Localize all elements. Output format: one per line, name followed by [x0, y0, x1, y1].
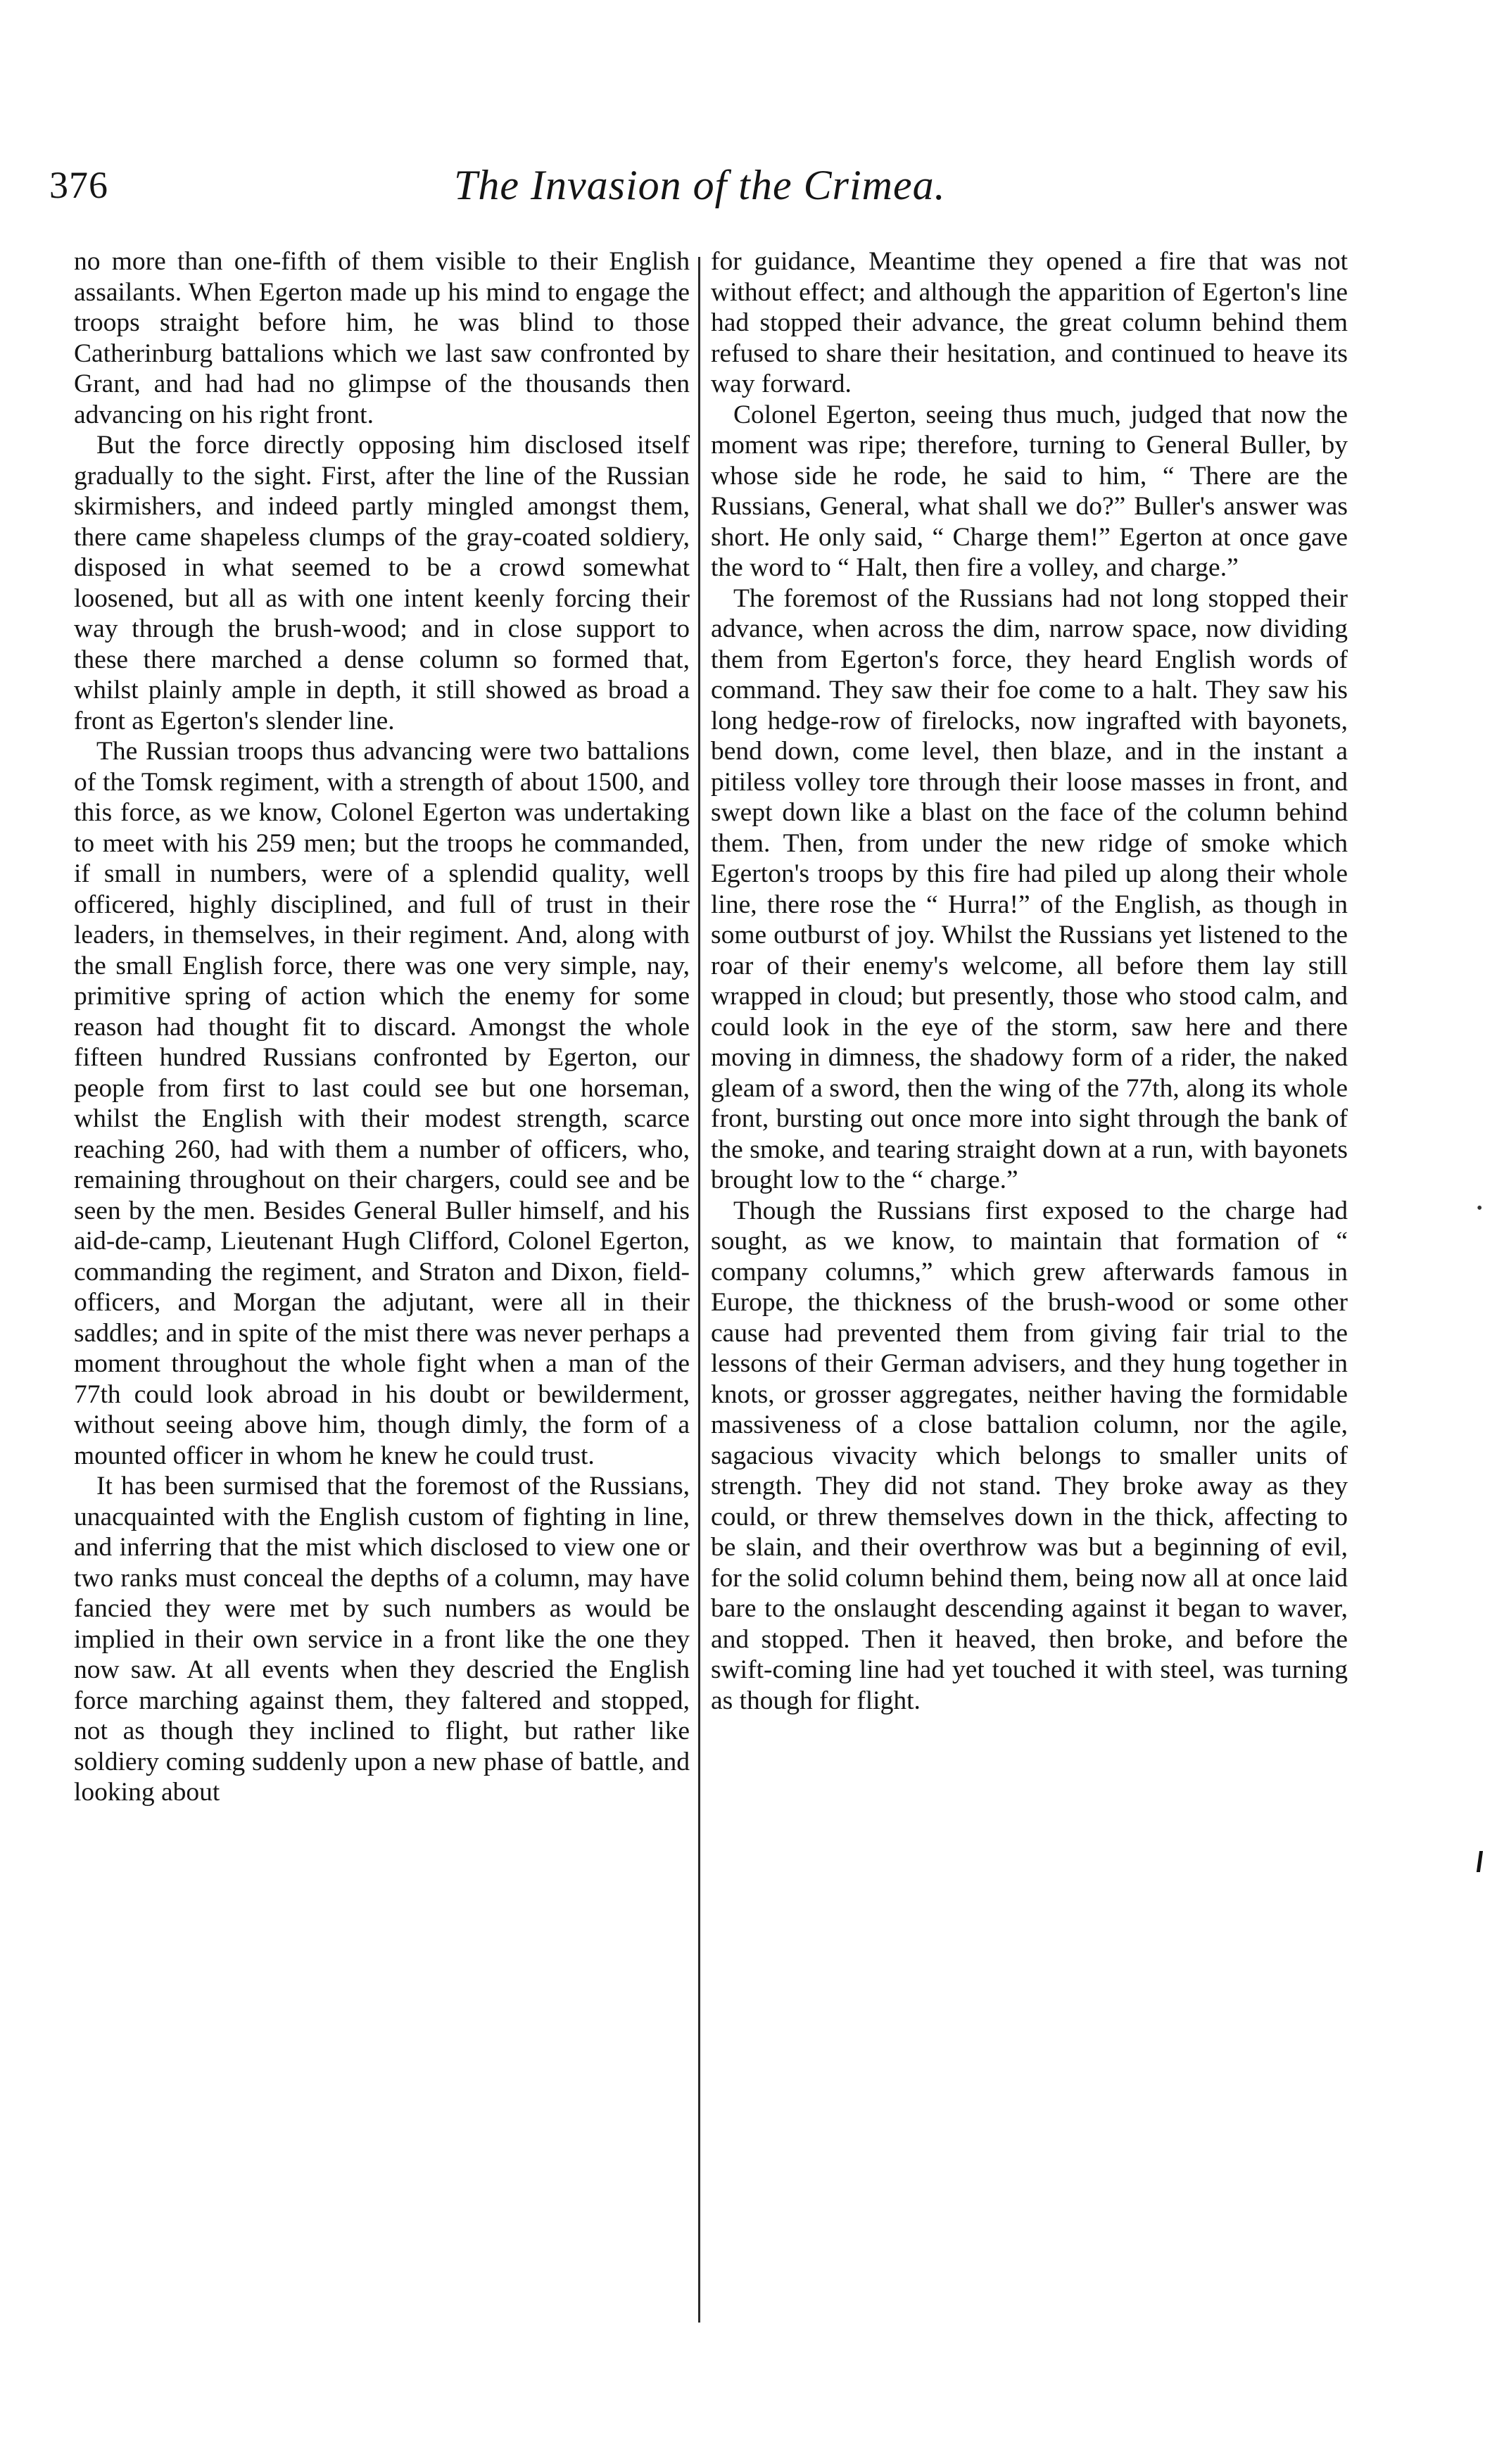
paragraph: But the force directly opposing him disclosed itself gradually to the sight. First, after the line of the Russian skirmishers, and indeed partly mingled amongst them, there came shapeless clumps of the gray-coated soldiery, disposed in what seemed to be a crowd somewhat loosened, but all as with one intent keenly forcing their way through the brush-wood; and in close support to these there marched a dense column so formed that, whilst plainly ample in depth, it still showed as broad a front as Egerton's slender line. [74, 431, 690, 735]
page-number: 376 [49, 164, 108, 206]
margin-ink-mark: • [1477, 1199, 1483, 1218]
left-text-column [74, 246, 690, 1808]
paragraph: It has been surmised that the foremost of the Russians, unacquainted with the English custom of fighting in line, and inferring that the mist which disclosed to view one or two ranks must conceal the depths of a column, may have fancied they were met by such numbers as would be implied in their own service in a front like the one they now saw. At all events when they descried the English force marching against them, they faltered and stopped, not as though they inclined to flight, but rather like soldiery coming suddenly upon a new phase of battle, and looking about [74, 1472, 690, 1807]
margin-ink-mark [1477, 1851, 1483, 1872]
right-text-column [711, 246, 1348, 1716]
paragraph: Colonel Egerton, seeing thus much, judged that now the moment was ripe; therefore, turning to General Buller, by whose side he rode, he said to him, “ There are the Russians, General, what shall we do?” Buller's answer was short. He only said, “ Charge them!” Egerton at once gave the word to “ Halt, then fire a volley, and charge.” [711, 400, 1348, 582]
paragraph: no more than one-fifth of them visible to their English assailants. When Egerton made up his mind to engage the troops straight before him, he was blind to those Catherinburg battalions which we last saw confronted by Grant, and had had no glimpse of the thousands then advancing on his right front. [74, 247, 690, 429]
paragraph: Though the Russians first exposed to the charge had sought, as we know, to maintain that formation of “ company columns,” which grew afterwards famous in Europe, the thickness of the brush-wood or some other cause had prevented them from giving fair trial to the lessons of their German advisers, and they hung together in knots, or grosser aggregates, neither having the formidable massiveness of a close battalion column, nor the agile, sagacious vivacity which belongs to smaller units of strength. They did not stand. They broke away as they could, or threw themselves down in the thick, affecting to be slain, and their overthrow was but a beginning of evil, for the solid column behind them, being now all at once laid bare to the onslaught descending against it began to waver, and stopped. Then it heaved, then broke, and before the swift-coming line had yet touched it with steel, was turning as though for flight. [711, 1196, 1348, 1715]
paragraph: The Russian troops thus advancing were two battalions of the Tomsk regiment, with a strength of about 1500, and this force, as we know, Colonel Egerton was undertaking to meet with his 259 men; but the troops he commanded, if small in numbers, were of a splendid quality, well officered, highly disciplined, and full of trust in their leaders, in themselves, in their regiment. And, along with the small English force, there was one very simple, nay, primitive spring of action which the enemy for some reason had thought fit to discard. Amongst the whole fifteen hundred Russians confronted by Egerton, our people from first to last could see but one horseman, whilst the English with their modest strength, scarce reaching 260, had with them a number of officers, who, remaining throughout on their chargers, could see and be seen by the men. Besides General Buller himself, and his aid-de-camp, Lieutenant Hugh Clifford, Colonel Egerton, commanding the regiment, and Straton and Dixon, field-officers, and Morgan the adjutant, were all in their saddles; and in spite of the mist there was never perhaps a moment throughout the whole fight when a man of the 77th could look abroad in his doubt or bewilderment, without seeing above him, though dimly, the form of a mounted officer in whom he knew he could trust. [74, 737, 690, 1470]
running-title: The Invasion of the Crimea. [454, 162, 946, 208]
paragraph: The foremost of the Russians had not long stopped their advance, when across the dim, narrow space, now dividing them from Egerton's force, they heard English words of command. They saw their foe come to a halt. They saw his long hedge-row of firelocks, now ingrafted with bayonets, bend down, come level, then blaze, and in the instant a pitiless volley tore through their loose masses in front, and swept down like a blast on the face of the column behind them. Then, from under the new ridge of smoke which Egerton's troops by this fire had piled up along their whole line, there rose the “ Hurra!” of the English, as though in some outburst of joy. Whilst the Russians yet listened to the roar of their enemy's welcome, all before them lay still wrapped in cloud; but presently, those who stood calm, and could look in the eye of the storm, saw here and there moving in dimness, the shadowy form of a rider, the naked gleam of a sword, then the wing of the 77th, along its whole front, bursting out once more into sight through the bank of the smoke, and tearing straight down at a run, with bayonets brought low to the “ charge.” [711, 583, 1348, 1194]
paragraph: for guidance, Meantime they opened a fire that was not without effect; and although the apparition of Egerton's line had stopped their advance, the great column behind them refused to share their hesitation, and continued to heave its way forward. [711, 247, 1348, 398]
column-divider [698, 257, 700, 2323]
page-header [49, 160, 1358, 217]
